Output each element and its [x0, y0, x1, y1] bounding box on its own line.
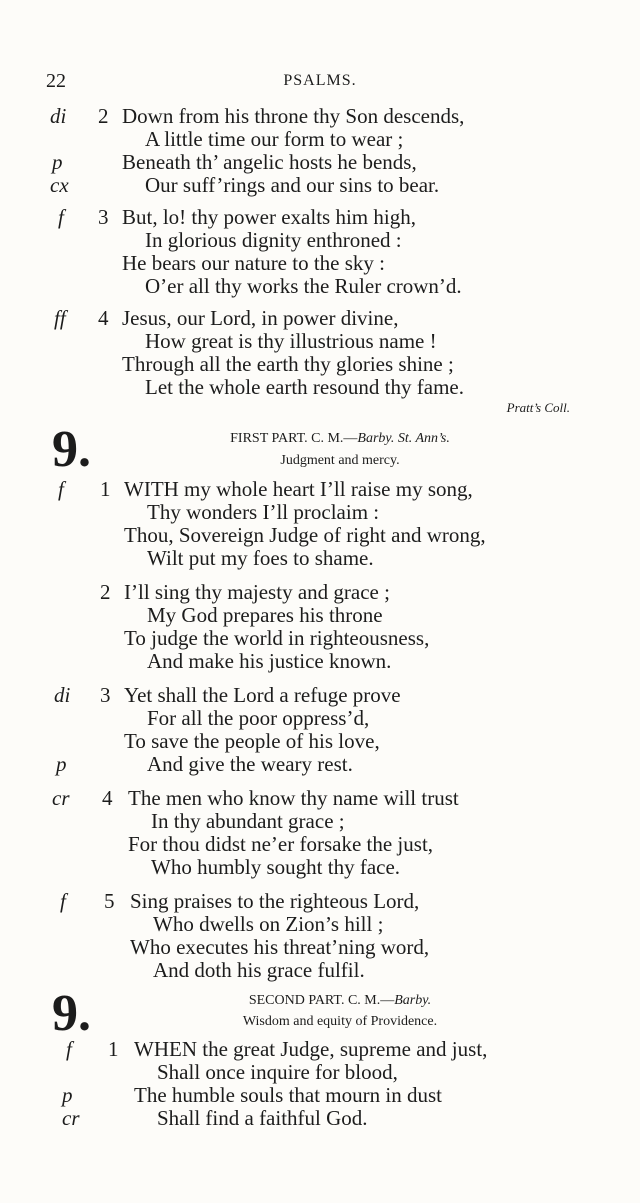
dynamic-mark: f	[58, 477, 64, 501]
dynamic-mark: p	[62, 1083, 73, 1107]
verse-number: 5	[104, 889, 115, 913]
hymn-line: Sing praises to the righteous Lord,	[130, 889, 420, 913]
hymn-line: To judge the world in righteousness,	[124, 626, 430, 650]
verse-number: 4	[98, 306, 109, 330]
section-heading: FIRST PART. C. M.—Barby. St. Ann’s.	[230, 431, 450, 446]
hymn-line: Beneath th’ angelic hosts he bends,	[122, 150, 417, 174]
hymn-line: And give the weary rest.	[147, 752, 353, 776]
hymn-line: And make his justice known.	[147, 649, 392, 673]
hymn-line: O’er all thy works the Ruler crown’d.	[145, 274, 462, 298]
hymn-line: Yet shall the Lord a refuge prove	[124, 683, 401, 707]
running-title: PSALMS.	[283, 72, 357, 89]
hymn-line: Who executes his threat’ning word,	[130, 935, 430, 959]
verse-number: 2	[100, 580, 111, 604]
section-subheading: Judgment and mercy.	[280, 453, 400, 468]
dynamic-mark: ff	[54, 306, 66, 330]
hymn-line: Who humbly sought thy face.	[151, 855, 401, 879]
section-subheading: Wisdom and equity of Providence.	[242, 1014, 438, 1029]
dynamic-mark: di	[50, 104, 67, 128]
verse-number: 3	[100, 683, 111, 707]
hymn-line: And doth his grace fulfil.	[153, 958, 365, 982]
dynamic-mark: f	[66, 1037, 72, 1061]
dynamic-mark: f	[58, 205, 64, 229]
hymn-line: In glorious dignity enthroned :	[145, 228, 402, 252]
hymn-line: Thou, Sovereign Judge of right and wrong,	[124, 523, 486, 547]
hymn-line: The humble souls that mourn in dust	[134, 1083, 442, 1107]
dynamic-mark: cx	[50, 173, 69, 197]
dynamic-mark: cr	[52, 786, 70, 810]
attribution: Pratt’s Coll.	[506, 400, 570, 415]
hymn-line: Through all the earth thy glories shine ;	[122, 352, 454, 376]
hymn-line: Let the whole earth resound thy fame.	[145, 375, 464, 399]
hymn-line: To save the people of his love,	[124, 729, 380, 753]
page-number: 22	[46, 70, 66, 92]
section-heading: SECOND PART. C. M.—Barby.	[248, 993, 432, 1008]
verse-number: 4	[102, 786, 113, 810]
hymn-line: Wilt put my foes to shame.	[147, 546, 374, 570]
verse-number: 3	[98, 205, 109, 229]
dynamic-mark: di	[54, 683, 71, 707]
hymn-line: WHEN the great Judge, supreme and just,	[134, 1037, 488, 1061]
hymn-line: My God prepares his throne	[147, 603, 383, 627]
verse-number: 2	[98, 104, 109, 128]
hymn-line: A little time our form to wear ;	[145, 127, 404, 151]
hymn-line: Our suff’rings and our sins to bear.	[145, 173, 440, 197]
hymn-line: How great is thy illustrious name !	[145, 329, 437, 353]
hymn-line: I’ll sing thy majesty and grace ;	[124, 580, 390, 604]
psalm-number: 9.	[52, 421, 91, 478]
hymn-line: Thy wonders I’ll proclaim :	[147, 500, 380, 524]
hymn-line: He bears our nature to the sky :	[122, 251, 386, 275]
hymn-line: But, lo! thy power exalts him high,	[122, 205, 416, 229]
hymn-line: Jesus, our Lord, in power divine,	[122, 306, 399, 330]
hymn-line: For all the poor oppress’d,	[147, 706, 370, 730]
verse-number: 1	[100, 477, 111, 501]
dynamic-mark: p	[52, 150, 63, 174]
hymn-line: WITH my whole heart I’ll raise my song,	[124, 477, 473, 501]
dynamic-mark: p	[56, 752, 67, 776]
hymn-line: Shall once inquire for blood,	[157, 1060, 398, 1084]
verse-number: 1	[108, 1037, 119, 1061]
hymn-line: The men who know thy name will trust	[128, 786, 459, 810]
dynamic-mark: f	[60, 889, 66, 913]
hymn-line: In thy abundant grace ;	[151, 809, 345, 833]
hymn-line: Shall find a faithful God.	[157, 1106, 368, 1130]
hymn-line: Down from his throne thy Son descends,	[122, 104, 465, 128]
hymn-line: Who dwells on Zion’s hill ;	[153, 912, 384, 936]
psalm-number: 9.	[52, 985, 91, 1042]
dynamic-mark: cr	[62, 1106, 80, 1130]
hymn-line: For thou didst ne’er forsake the just,	[128, 832, 434, 856]
